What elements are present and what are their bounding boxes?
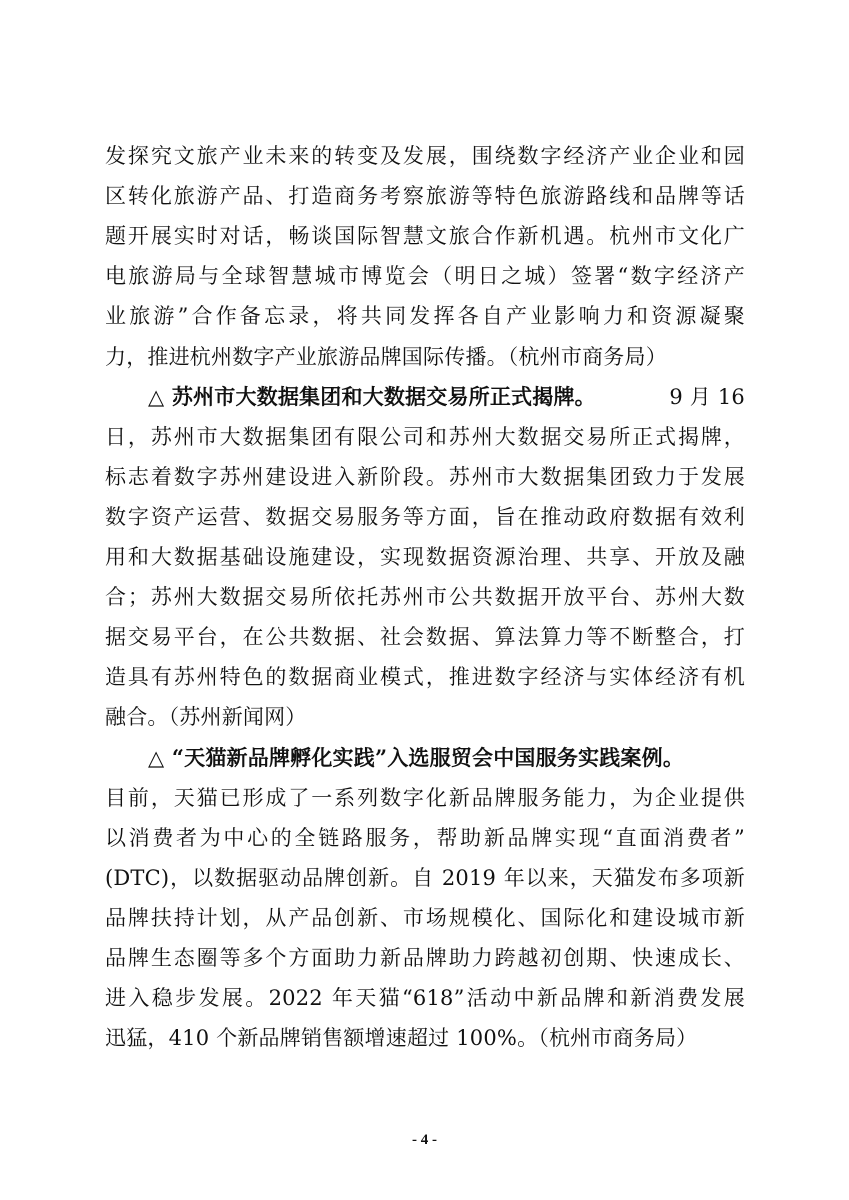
page-number: - 4 - [412,1132,437,1148]
paragraph-1-line-3: 题开展实时对话，畅谈国际智慧文旅合作新机遇。杭州市文化广 [105,224,745,249]
item-3-line-5: 品牌生态圈等多个方面助力新品牌助力跨越初创期、快速成长、 [105,946,745,970]
item-2-line-4: 用和大数据基础设施建设，实现数据资源治理、共享、开放及融 [105,545,745,569]
paragraph-1-line-6: 力，推进杭州数字产业旅游品牌国际传播。（杭州市商务局） [105,344,667,369]
item-2-line-3: 数字资产运营、数据交易服务等方面，旨在推动政府数据有效利 [105,504,745,529]
item-3-line-4: 品牌扶持计划，从产品创新、市场规模化、国际化和建设城市新 [105,905,745,930]
item-3-line-1: 目前，天猫已形成了一系列数字化新品牌服务能力，为企业提供 [105,785,745,810]
item-3-line-2: 以消费者为中心的全链路服务，帮助新品牌实现“直面消费者” [105,825,745,850]
paragraph-1-line-2: 区转化旅游产品、打造商务考察旅游等特色旅游路线和品牌等话 [105,184,745,209]
paragraph-1-line-1: 发探究文旅产业未来的转变及发展，围绕数字经济产业企业和园 [105,144,745,168]
item-2-line-1: 日，苏州市大数据集团有限公司和苏州大数据交易所正式揭牌， [105,424,745,449]
item-2-line-8: 融合。（苏州新闻网） [105,705,307,730]
item-2-first-line [148,375,745,419]
item-3-line-7: 迅猛，410 个新品牌销售额增速超过 100%。（杭州市商务局） [105,1026,698,1051]
item-3-title: △ “天猫新品牌孵化实践”入选服贸会中国服务实践案例。 [148,744,685,770]
item-2-title: △ 苏州市大数据集团和大数据交易所正式揭牌。 [148,383,596,409]
item-2-line-2: 标志着数字苏州建设进入新阶段。苏州市大数据集团致力于发展 [105,464,745,489]
item-2-first-line-rest: 9 月 16 [669,384,745,409]
item-2-line-5: 合；苏州大数据交易所依托苏州市公共数据开放平台、苏州大数 [105,585,745,610]
item-3-line-3: (DTC)，以数据驱动品牌创新。自 2019 年以来，天猫发布多项新 [105,865,745,890]
item-3-line-6: 进入稳步发展。2022 年天猫“618”活动中新品牌和新消费发展 [105,986,745,1011]
item-2-line-6: 据交易平台，在公共数据、社会数据、算法算力等不断整合，打 [105,625,745,650]
item-2-line-7: 造具有苏州特色的数据商业模式，推进数字经济与实体经济有机 [105,665,745,690]
paragraph-1-line-4: 电旅游局与全球智慧城市博览会（明日之城）签署“数字经济产 [105,264,745,289]
paragraph-1-line-5: 业旅游”合作备忘录，将共同发挥各自产业影响力和资源凝聚 [105,304,745,329]
